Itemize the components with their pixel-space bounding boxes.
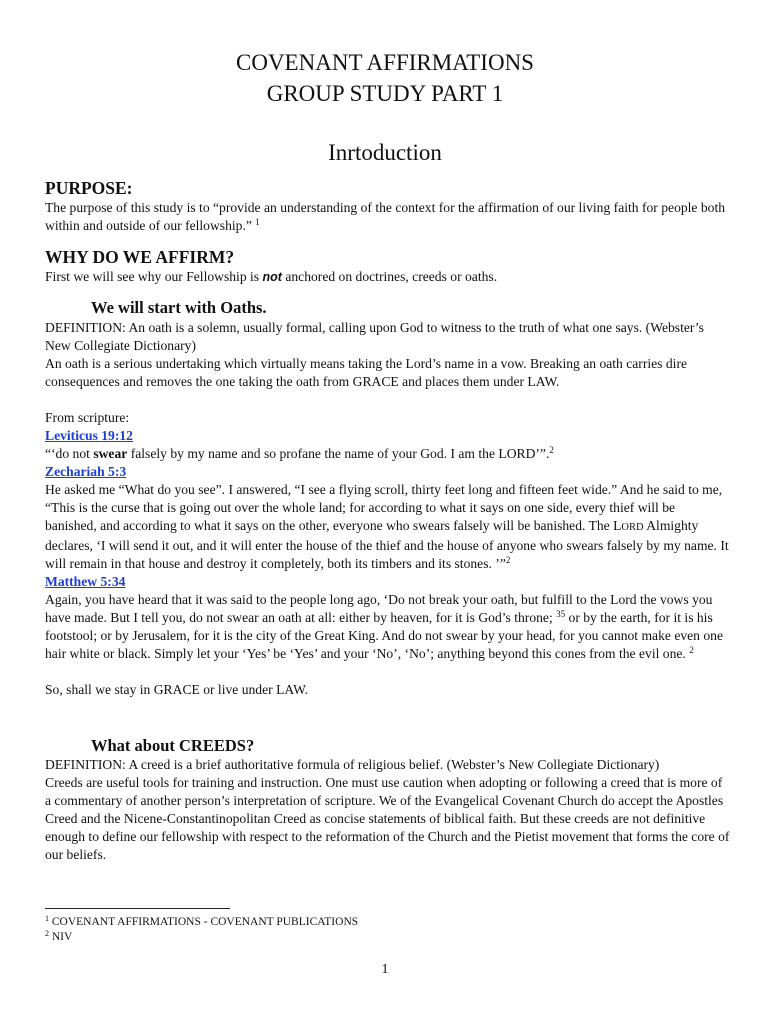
oaths-heading: We will start with Oaths. [91, 298, 267, 317]
footnote-divider [45, 908, 230, 909]
purpose-paragraph [45, 199, 730, 235]
oaths-conclusion: So, shall we stay in GRACE or live under LAW. [45, 682, 309, 697]
leviticus-link[interactable]: Leviticus 19:12 [45, 428, 133, 443]
verse-number: 35 [556, 609, 566, 619]
zechariah-link[interactable]: Zechariah 5:3 [45, 464, 127, 479]
footnote-number: 1 [45, 914, 49, 923]
creeds-section [45, 756, 730, 864]
footnote-1 [45, 915, 358, 929]
matt-text-2: or by the earth, for it is his footstool; or by Jerusalem, for it is the city of the Great King. And do not swear by your head, for you cannot make even one hair white or black. Simply let your ‘Yes’ be ‘Yes’ and your ‘No’, ‘No’; anything beyond this cones from the evil one. [45, 610, 724, 661]
zech-text-2: Almighty declares, ‘I will send it out, and it will enter the house of the thief and the house of anyone who swears falsely by my name. It will remain in that house and destroy it completely, both its timbers and its stones. ’” [45, 518, 729, 571]
footnote-ref[interactable]: 2 [549, 445, 554, 455]
why-text-after: anchored on doctrines, creeds or oaths. [281, 269, 498, 284]
purpose-heading: PURPOSE: [45, 178, 133, 198]
lev-text-2: falsely by my name and so profane the name of your God. I am the LORD’”. [127, 446, 550, 461]
footnote-2 [45, 930, 72, 944]
matt-text-1: Again, you have heard that it was said to the people long ago, ‘Do not break your oath, but fulfill to the Lord the vows you have made. But I tell you, do not swear an oath at all: either by heaven, for it is God’s throne; [45, 592, 713, 625]
oath-explanation: An oath is a serious undertaking which virtually means taking the Lord’s name in a vow. Breaking an oath carries dire consequences and removes the one taking the oath from GRACE and places them under LAW. [45, 356, 687, 389]
document-title-line-2: GROUP STUDY PART 1 [266, 81, 504, 106]
document-title-line-1: COVENANT AFFIRMATIONS [236, 50, 534, 75]
footnote-number: 2 [45, 929, 49, 938]
creeds-heading: What about CREEDS? [91, 736, 255, 755]
lord-rest: ORD [621, 522, 644, 533]
footnote-text: COVENANT AFFIRMATIONS - COVENANT PUBLICATIONS [51, 916, 359, 928]
matthew-link[interactable]: Matthew 5:34 [45, 574, 126, 589]
from-scripture-label: From scripture: [45, 410, 130, 425]
why-text-before: First we will see why our Fellowship is [45, 269, 263, 284]
lord-initial: L [613, 518, 622, 533]
lord-small-caps [613, 518, 643, 533]
footnote-ref[interactable]: 1 [255, 217, 260, 227]
footnote-ref[interactable]: 2 [505, 555, 511, 565]
creed-text: Creeds are useful tools for training and instruction. One must use caution when adopting or following a creed that is more of a commentary of another person’s interpretation of scripture. We of the Evangelical Covenant Church do accept the Apostles Creed and the Nicene-Constantinopolitan Creed as concise statements of biblical faith. But these creeds are not definitive enough to define our fellowship with respect to the reformation of the Church and the Pietist movement that forms the core of our beliefs. [45, 775, 730, 862]
oaths-section [45, 319, 730, 699]
zechariah-quote [45, 481, 730, 573]
footnote-ref[interactable]: 2 [689, 645, 694, 655]
lev-text-1: “‘do not [45, 446, 94, 461]
matthew-quote [45, 591, 730, 663]
purpose-text: The purpose of this study is to “provide an understanding of the context for the affirmation of our living faith for people both within and outside of our fellowship.” [45, 200, 726, 233]
why-affirm-heading: WHY DO WE AFFIRM? [45, 247, 235, 267]
footnote-text: NIV [51, 931, 73, 943]
document-subtitle: Inrtoduction [328, 140, 442, 165]
lev-bold-word: swear [93, 446, 128, 461]
page-number: 1 [381, 962, 389, 977]
zech-text-1: He asked me “What do you see”. I answered, “I see a flying scroll, thirty feet long and fifteen feet wide.” And he said to me, “This is the curse that is going out over the whole land; for according to what it says on one side, every thief will be banished, and according to what it says on the other, everyone who swears falsely will be banished. The [45, 482, 723, 533]
oath-definition: DEFINITION: An oath is a solemn, usually formal, calling upon God to witness to the truth of what one says. (Webster’s New Collegiate Dictionary) [45, 320, 704, 353]
leviticus-quote [45, 445, 730, 463]
why-emphasis: not [262, 270, 282, 284]
why-affirm-paragraph [45, 268, 730, 286]
creed-definition: DEFINITION: A creed is a brief authoritative formula of religious belief. (Webster’s New Collegiate Dictionary) [45, 757, 660, 772]
